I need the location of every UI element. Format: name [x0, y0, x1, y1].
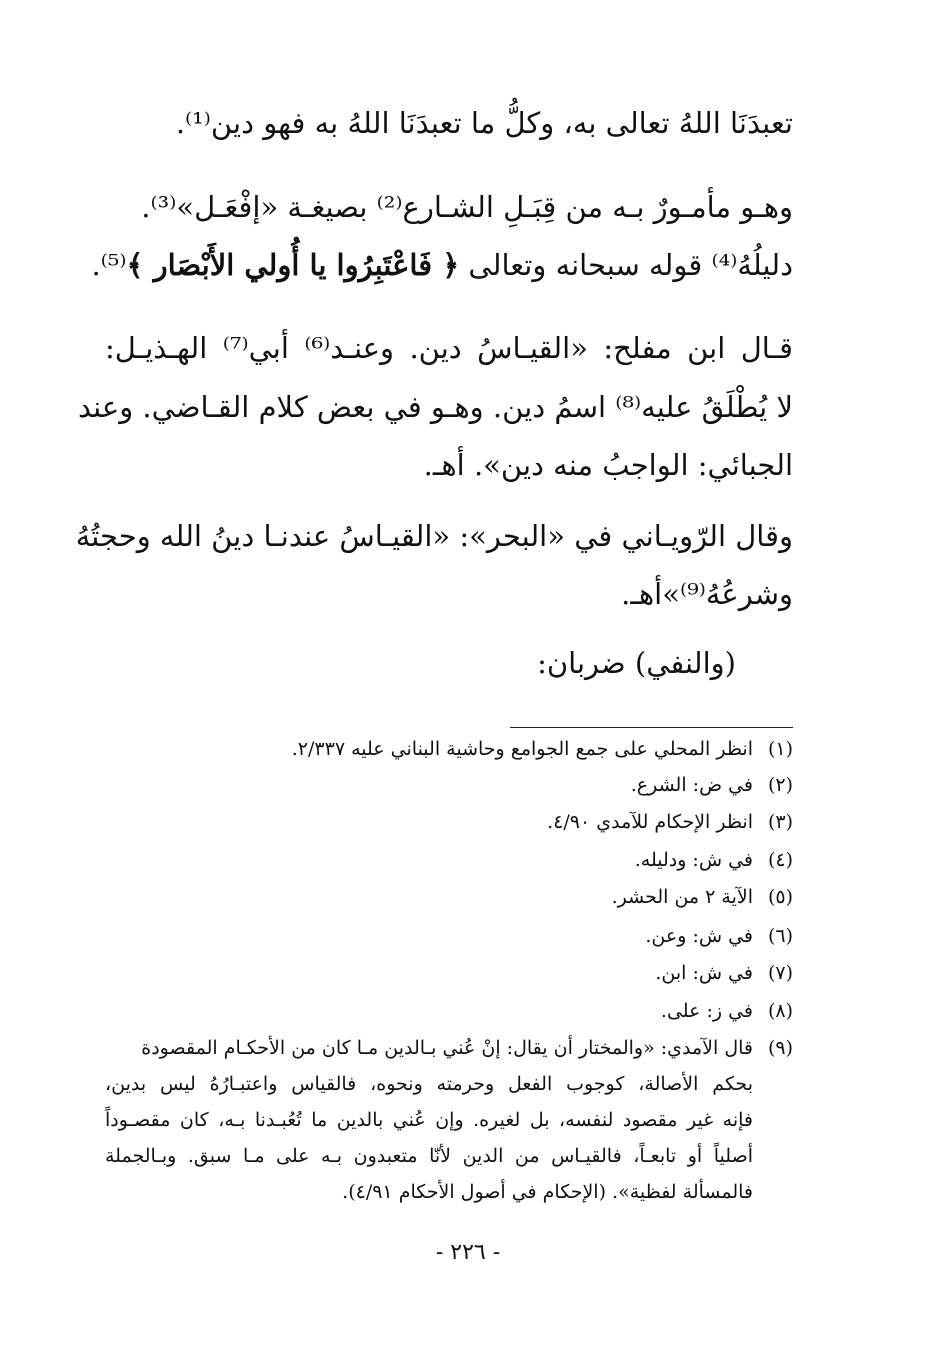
footnote-9: [105, 1034, 793, 1063]
footnote-2: [105, 771, 793, 800]
body-line-9: (والنفي) ضربان:: [537, 646, 736, 680]
footnote-number: (٧): [767, 962, 793, 984]
footnote-text: في ش: وعن.: [645, 925, 753, 947]
body-line-3: [91, 245, 793, 285]
footnote-9-line-4: أصلياً أو تابعـاً، فالقيـاس من الدين لأنّا متعبدون بـه على مـا سبق. وبـالجملة: [105, 1145, 753, 1167]
footnote-separator: [510, 727, 793, 728]
footnote-text: الآية ٢ من الحشر.: [611, 886, 753, 908]
footnote-number: (١): [767, 738, 793, 760]
footnote-number: (٦): [767, 925, 793, 947]
body-line-2: وهـو مأمـورٌ بـه من قِبَـلِ الشـارع⁽²⁾ بصيغـة «إفْعَـل»⁽³⁾.: [141, 190, 793, 224]
body-line-3-footnote-ref: ⁽⁵⁾.: [91, 248, 127, 282]
body-line-4: قـال ابن مفلح: «القيـاسُ دين. وعنـد⁽⁶⁾ أبي⁽⁷⁾ الهـذيـل:: [105, 331, 794, 365]
footnote-8: [105, 997, 793, 1026]
footnote-number: (٩): [767, 1037, 793, 1059]
body-line-7: وقال الرّويـاني في «البحر»: «القيـاسُ عندنـا دينُ الله وحجتُهُ: [75, 519, 793, 553]
footnote-7: [105, 959, 793, 988]
page-number: - ٢٢٦ -: [435, 1240, 501, 1265]
footnote-5: [105, 883, 793, 912]
body-line-3-text: دليلُهُ⁽⁴⁾ قوله سبحانه وتعالى: [459, 248, 793, 282]
body-line-5: لا يُطْلَقُ عليه⁽⁸⁾ اسمُ دين. وهـو في بعض كلام القـاضي. وعند: [77, 390, 793, 424]
footnote-6: [105, 922, 793, 951]
footnote-9-line-5: فالمسألة لفظية». (الإحكام في أصول الأحكام ٤/٩١).: [342, 1181, 753, 1203]
footnote-text: قال الآمدي: «والمختار أن يقال: إنْ عُني بـالدين مـا كان من الأحكـام المقصودة: [141, 1037, 753, 1059]
footnote-4: [105, 846, 793, 875]
footnote-number: (٨): [767, 1000, 793, 1022]
footnote-text: في ش: ابن.: [655, 962, 753, 984]
footnote-text: في ش: ودليله.: [634, 849, 753, 871]
footnote-3: [105, 808, 793, 837]
footnote-9-line-3: فإنه غير مقصود لنفسه، بل لغيره. وإن عُني بالدين ما تُعُبـدنا بـه، كان مقصـوداً: [105, 1109, 753, 1131]
quran-verse: ﴿ فَاعْتَبِرُوا يا أُولي الأَبْصَار ﴾: [126, 248, 460, 282]
footnote-number: (٤): [767, 849, 793, 871]
footnote-9-line-2: بحكم الأصالة، كوجوب الفعل وحرمته ونحوه، فالقياس واعتبـارُهُ ليس بدين،: [105, 1073, 753, 1095]
footnote-text: في ز: على.: [660, 1000, 753, 1022]
body-line-1: تعبدَنَا اللهُ تعالى به، وكلُّ ما تعبدَنَا اللهُ به فهو دين⁽¹⁾.: [175, 106, 793, 140]
body-line-6: الجبائي: الواجبُ منه دين». أهـ.: [423, 448, 793, 482]
footnote-text: انظر المحلي على جمع الجوامع وحاشية البناني عليه ٢/٣٣٧.: [291, 738, 753, 760]
footnote-text: في ض: الشرع.: [630, 774, 753, 796]
footnote-text: انظر الإحكام للآمدي ٤/٩٠.: [547, 811, 753, 833]
footnote-number: (٣): [767, 811, 793, 833]
footnote-number: (٢): [767, 774, 793, 796]
footnote-1: [105, 735, 793, 764]
body-line-8: وشرعُهُ⁽⁹⁾»أهـ.: [621, 577, 793, 611]
footnote-number: (٥): [767, 886, 793, 908]
